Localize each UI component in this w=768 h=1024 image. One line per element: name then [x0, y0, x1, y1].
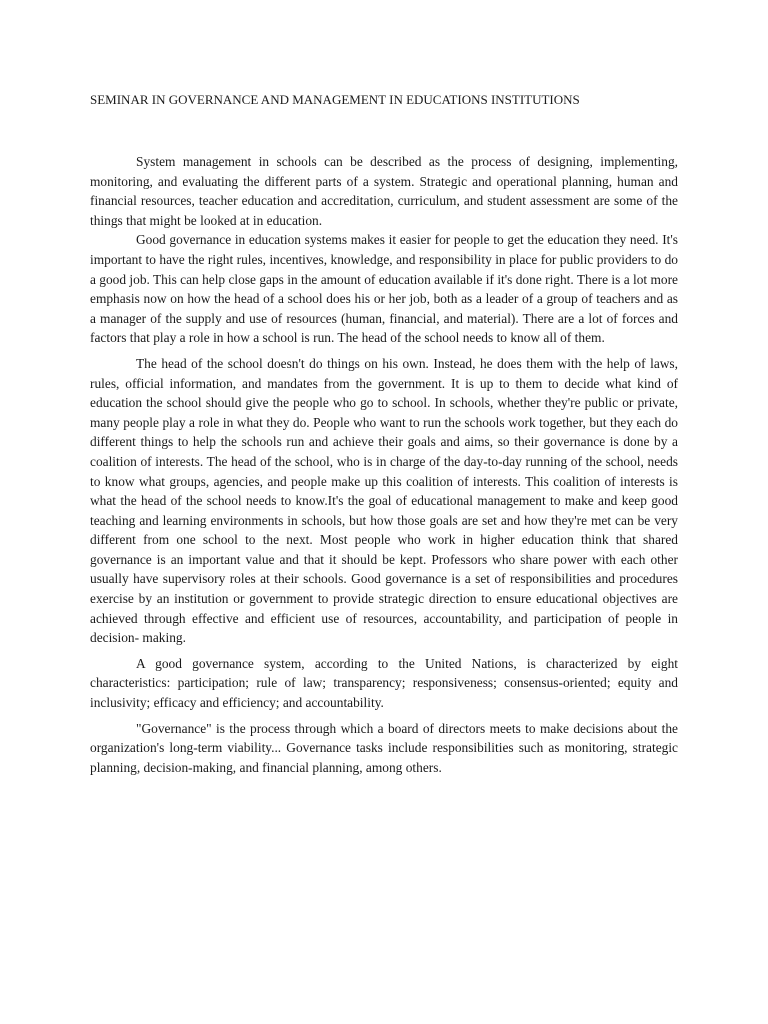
paragraph-governance-definition: "Governance" is the process through which a board of directors meets to make decisions about the organization's long-term viability... Governance tasks include responsibilities such as monitoring, strategic planning, decision-making, and financial planning, among others. — [90, 720, 678, 775]
paragraph-system-management: System management in schools can be described as the process of designing, implementing, monitoring, and evaluating the different parts of a system. Strategic and operational planning, human and financial resources, teacher education and accreditation, curriculum, and student assessment are some of the things that might be looked at in education. — [90, 154, 678, 228]
document-title: SEMINAR IN GOVERNANCE AND MANAGEMENT IN EDUCATIONS INSTITUTIONS — [90, 92, 580, 107]
paragraph-un-characteristics: A good governance system, according to the United Nations, is characterized by eight characteristics: participation; rule of law; transparency; responsiveness; consensus-oriented; equity and inclusivity; efficacy and efficiency; and accountability. — [90, 655, 678, 711]
paragraph-good-governance: Good governance in education systems makes it easier for people to get the education they need. It's important to have the right rules, incentives, knowledge, and responsibility in place for public providers to do a good job. This can help close gaps in the amount of education available if it's done right. There is a lot more emphasis now on how the head of a school does his or her job, both as a leader of a group of teachers and as a manager of the supply and use of resources (human, financial, and material). There are a lot of forces and factors that play a role in how a school is run. The head of the school needs to know all of them. — [90, 232, 678, 346]
paragraph-head-of-school: The head of the school doesn't do things on his own. Instead, he does them with the help of laws, rules, official information, and mandates from the government. It is up to them to decide what kind of education the school should give the people who go to school. In schools, whether they're public or private, many people play a role in what they do. People who want to run the schools work together, but they each do different things to help the schools run and achieve their goals and aims, so their governance is done by a coalition of interests. The head of the school, who is in charge of the day-to-day running of the school, needs to know what groups, agencies, and people make up this coalition of interests. This coalition of interests is what the head of the school needs to know.It's the goal of educational management to make and keep good teaching and learning environments in schools, but how those goals are set and how they're met can be very different from one school to the next. Most people who work in higher education think that shared governance is an important value and that it should be kept. Professors who share power with each other usually have supervisory roles at their schools. Good governance is a set of responsibilities and procedures exercise by an institution or government to provide strategic direction to ensure educational objectives are achieved through effective and efficient use of resources, accountability, and participation of people in decision- making. — [90, 355, 678, 646]
document-page — [90, 92, 678, 777]
